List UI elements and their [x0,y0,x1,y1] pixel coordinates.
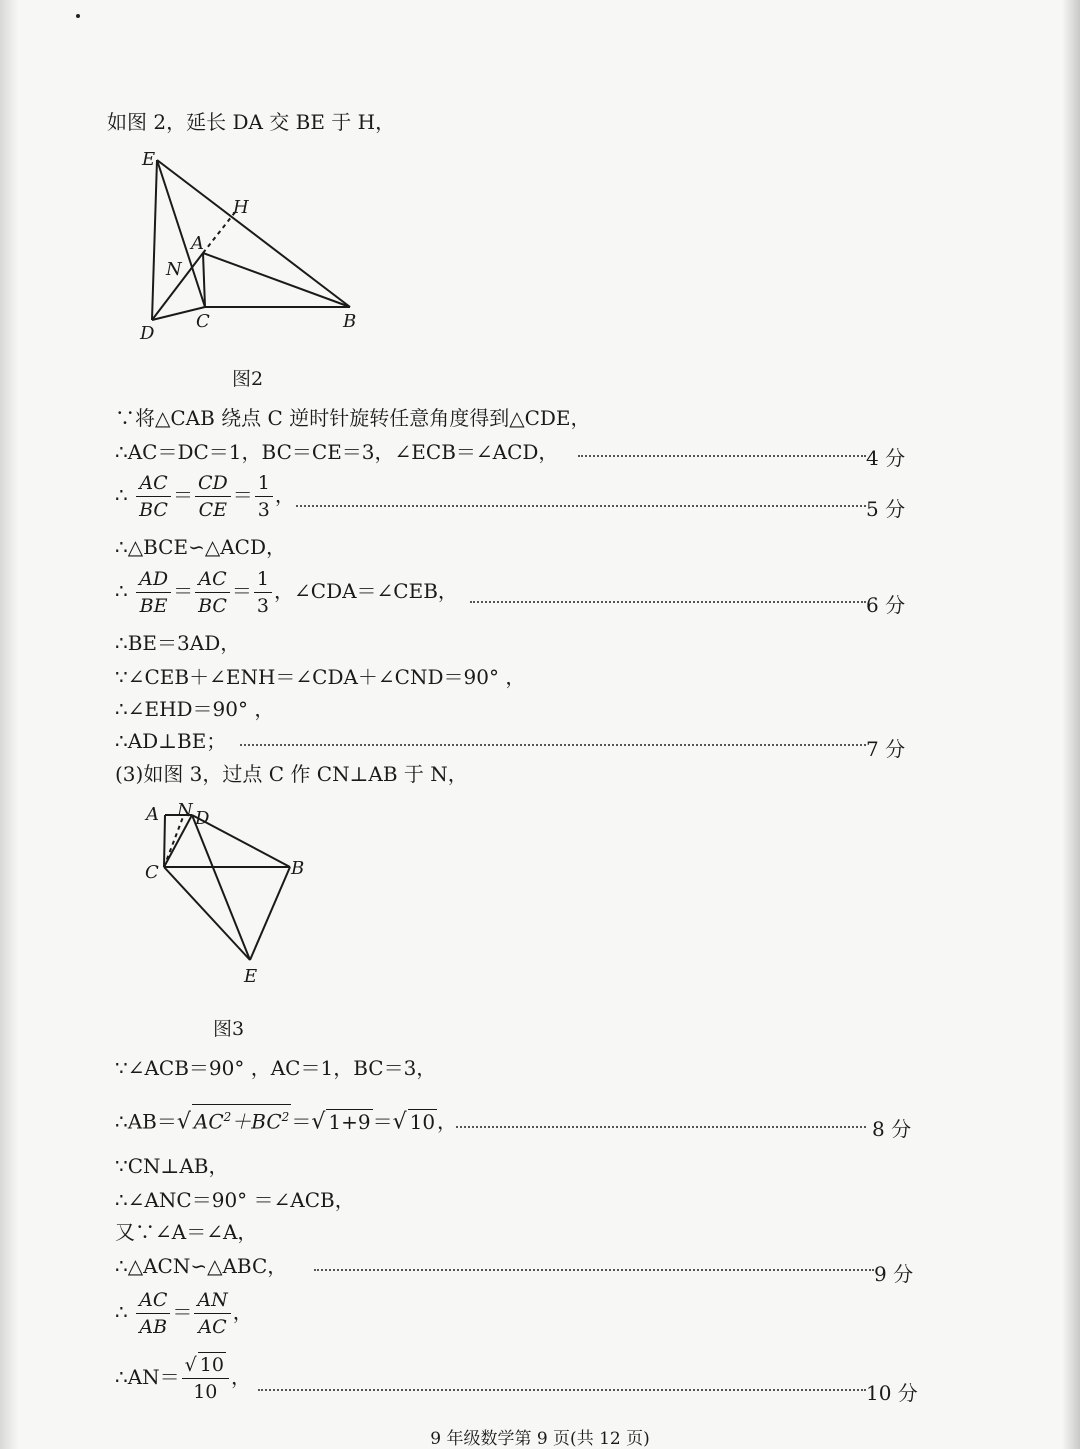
fraction-ac-bc: $\frac{AC}{BC}$ [195,566,230,619]
part2-line3: ∴ $\frac{AC}{BC}$ ＝ $\frac{CD}{CE}$ ＝ $\frac{1}{3}$ ， [115,472,295,521]
figure-3 [140,800,320,990]
fraction-cd-ce: $\frac{CD}{CE}$ [195,470,231,523]
score-9: 9 分 [874,1262,914,1286]
fraction-an-ac: $\frac{AN}{AC}$ [194,1287,230,1340]
intro-fig2: 如图 2，延长 DA 交 BE 于 H， [107,110,396,134]
segment-BE [250,867,290,960]
fig2-label-C: C [196,311,210,332]
sqrt-ac2-bc2: $AC^2+BC^2$ [192,1104,291,1132]
leader-dots [296,505,866,507]
fig2-label-A: A [191,233,204,254]
fig3-label-E: E [244,966,258,987]
fig3-label-D: D [195,808,210,829]
figure-3-caption: 图3 [213,1018,245,1040]
part3-line3: ∵CN⊥AB， [115,1154,229,1178]
fraction-ad-be: $\frac{AD}{BE}$ [136,566,171,619]
intro-fig3: (3)如图 3，过点 C 作 CN⊥AB 于 N， [115,762,468,786]
leader-dots [470,601,866,603]
sqrt-sign: √ [176,1109,191,1135]
fig3-label-B: B [291,858,305,879]
sqrt-10: 10 [409,1109,436,1134]
page-edge-right [1062,0,1080,1449]
leader-dots [314,1269,874,1271]
figure-2-caption: 图2 [232,368,264,390]
fig2-label-N: N [166,259,182,280]
part3-line4: ∴∠ANC＝90° ＝∠ACB， [115,1188,355,1212]
page-footer: 9 年级数学第 9 页(共 12 页) [430,1429,650,1449]
fraction-sqrt10-over-10: $\frac{√ 10}{10}$ [182,1352,229,1405]
sqrt-1-plus-9: 1+9 [328,1109,371,1134]
score-5: 5 分 [866,497,906,521]
part2-line4: ∴△BCE∽△ACD， [115,535,286,559]
scan-speck [76,14,80,18]
fig2-label-D: D [140,323,155,344]
fraction-1-3: $\frac{1}{3}$ [254,566,272,619]
part3-line1: ∵∠ACB＝90° ，AC＝1，BC＝3， [115,1056,437,1080]
part2-line5: ∴ $\frac{AD}{BE}$ ＝ $\frac{AC}{BC}$ ＝ $\frac{1}{3}$ ，∠CDA＝∠CEB， [115,568,458,617]
segment-CN-dashed [164,817,183,867]
part3-line8: ∴AN＝ $\frac{√ 10}{10}$ ， [115,1354,251,1403]
leader-dots [456,1126,866,1128]
part3-line5: 又∵∠A＝∠A， [115,1220,258,1244]
page-edge-left [0,0,18,1449]
figure-2 [130,145,380,355]
score-10: 10 分 [866,1381,918,1405]
score-8: 8 分 [872,1117,912,1141]
part2-line6: ∴BE＝3AD， [115,631,241,655]
part3-line2: ∴AB＝√ $AC^2+BC^2$ ＝√ 1+9 ＝√ 10 ， [115,1104,457,1134]
part2-line8: ∴∠EHD＝90° ， [115,697,275,721]
segment-CD [164,815,192,867]
segment-DE [192,815,250,960]
part3-line6: ∴△ACN∽△ABC， [115,1254,288,1278]
leader-dots [240,744,866,746]
part2-line9: ∴AD⊥BE； [115,729,227,753]
segment-AB [203,253,350,307]
part2-line2: ∴AC＝DC＝1，BC＝CE＝3，∠ECB＝∠ACD， [115,440,559,464]
score-6: 6 分 [866,593,906,617]
leader-dots [578,455,866,457]
part3-line7: ∴ $\frac{AC}{AB}$ ＝ $\frac{AN}{AC}$ ， [115,1289,253,1338]
segment-AC [164,815,165,867]
fig3-label-A: A [146,804,159,825]
fraction-1-3: $\frac{1}{3}$ [255,470,273,523]
segment-ED [152,160,157,320]
fraction-ac-bc: $\frac{AC}{BC}$ [136,470,171,523]
fig2-label-H: H [233,197,249,218]
score-7: 7 分 [866,737,906,761]
segment-CE [164,867,250,960]
sqrt-sign: √ [311,1109,326,1135]
part2-line1: ∵将△CAB 绕点 C 逆时针旋转任意角度得到△CDE， [115,406,591,430]
fig3-label-N: N [177,800,193,821]
fraction-ac-ab: $\frac{AC}{AB}$ [136,1287,170,1340]
leader-dots [258,1389,866,1391]
fig2-label-E: E [142,149,156,170]
part2-line7: ∵∠CEB＋∠ENH＝∠CDA＋∠CND＝90° ， [115,665,526,689]
fig3-label-C: C [145,862,159,883]
sqrt-sign: √ [392,1109,407,1135]
segment-EB [157,160,350,307]
score-4: 4 分 [866,446,906,470]
fig2-label-B: B [343,311,357,332]
